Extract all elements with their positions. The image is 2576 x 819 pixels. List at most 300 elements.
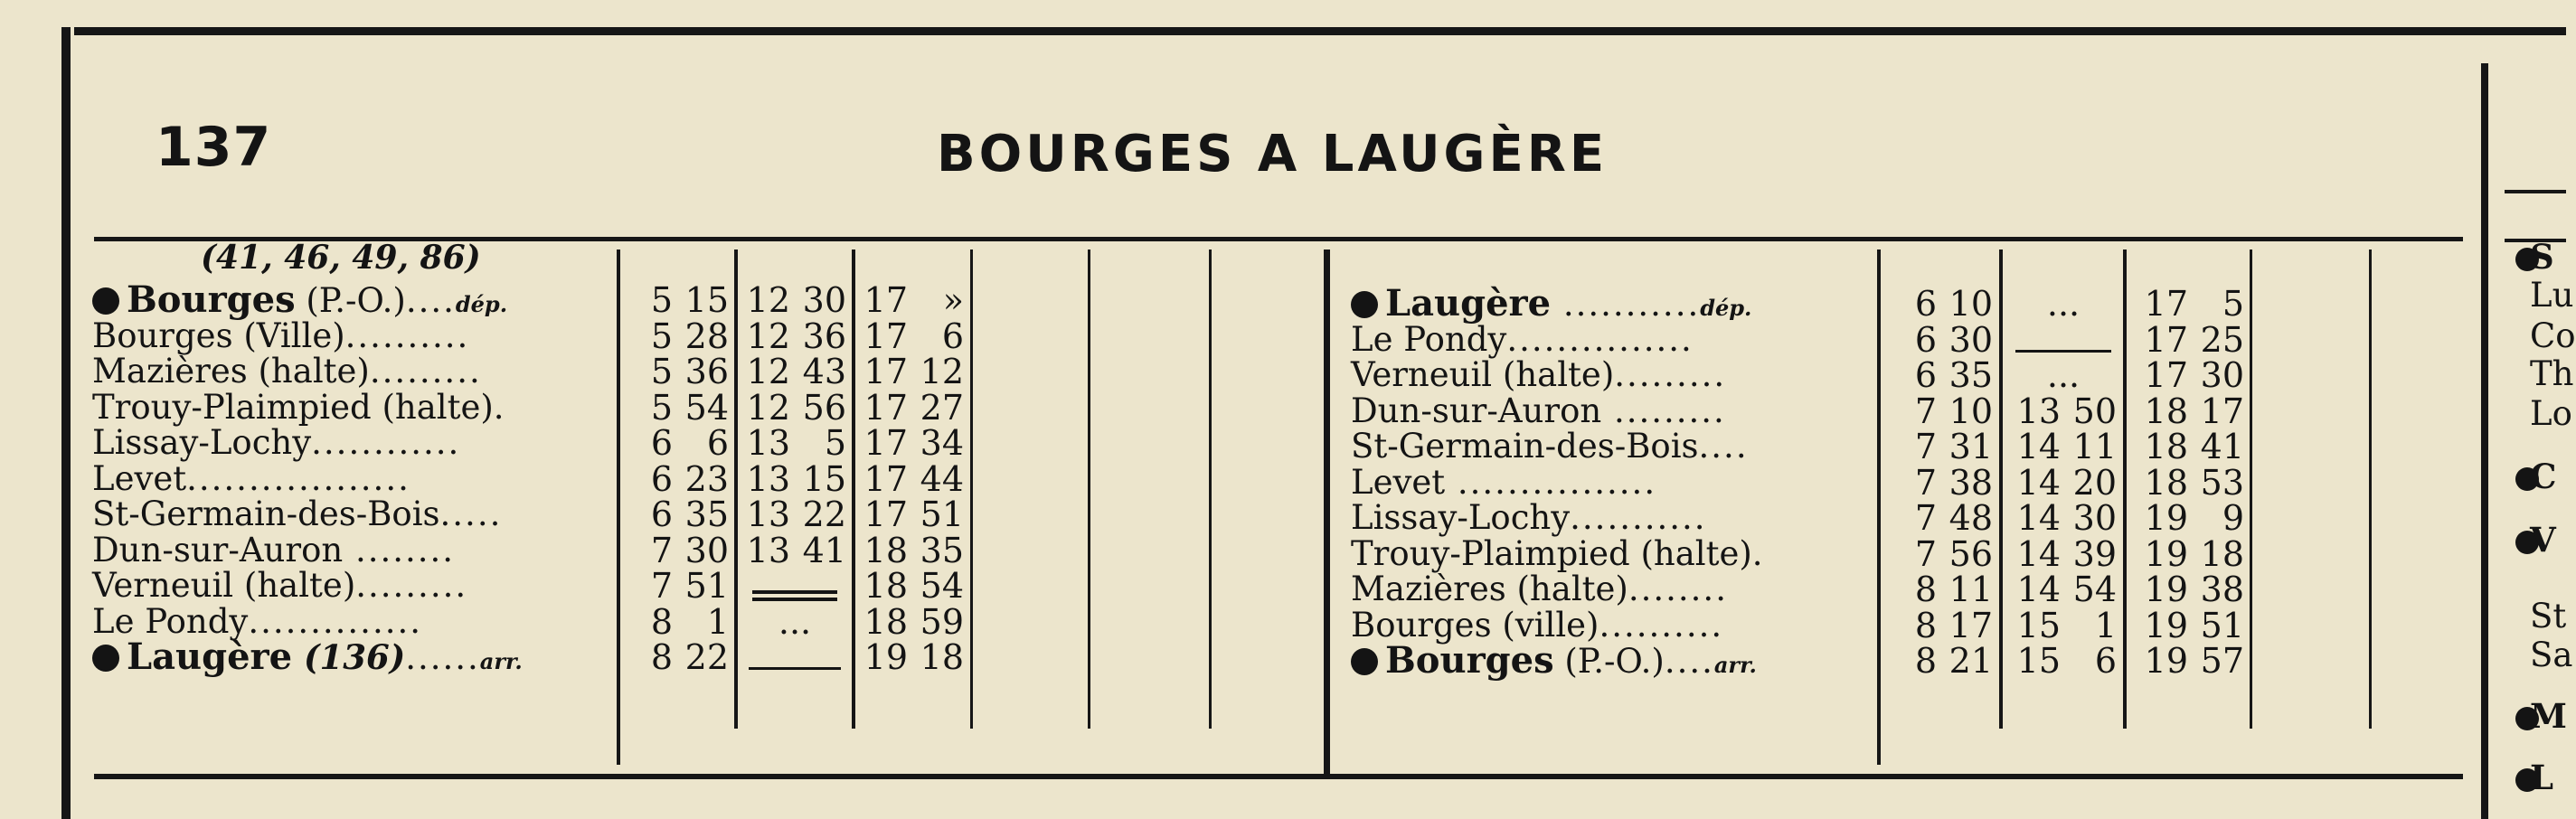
no-service-double-rule — [752, 590, 837, 601]
edge-text-fragment: Sa — [2530, 635, 2573, 674]
left-column-rule-3 — [852, 249, 855, 729]
station-name-part: ......... — [1614, 355, 1727, 394]
page-title: BOURGES A LAUGÈRE — [937, 125, 1609, 184]
edge-text-fragment: V — [2530, 520, 2556, 560]
left-time-cell — [857, 637, 967, 677]
left-time-cell — [624, 387, 732, 428]
hour: 14 — [2016, 533, 2061, 574]
left-time-cell — [857, 458, 967, 499]
minute: 48 — [1949, 498, 1993, 538]
hour: 17 — [863, 494, 908, 534]
minute: 17 — [1949, 605, 1993, 645]
left-station-row — [92, 635, 612, 678]
right-column-rule-2 — [1999, 249, 2003, 729]
right-time-cell — [2006, 429, 2120, 466]
right-station-row — [1351, 428, 1873, 465]
hour: 17 — [863, 315, 908, 356]
hour: 14 — [2016, 462, 2061, 503]
minute: 28 — [684, 315, 729, 356]
station-name-part: ..... — [439, 494, 503, 533]
minute: 5 — [2222, 284, 2244, 324]
right-time-cell — [1884, 533, 1996, 574]
left-time-cell — [624, 601, 732, 642]
right-time-cell — [1884, 429, 1996, 466]
right-time-cell — [1884, 319, 1996, 360]
left-time-cell — [624, 566, 732, 606]
hour: 7 — [650, 530, 673, 570]
station-name-part: Levet — [92, 458, 187, 498]
station-name-part: Bourges (ville) — [1351, 605, 1599, 645]
station-name-part: (P.-O.) — [1553, 642, 1665, 681]
minute: 21 — [1949, 641, 1993, 681]
station-name-part: .......... — [1599, 605, 1724, 645]
station-name-part: St-Germain-des-Bois — [92, 494, 440, 533]
hour: 19 — [2144, 533, 2188, 574]
right-column-rule-1 — [1877, 249, 1881, 765]
hour: 7 — [1914, 427, 1937, 466]
left-time-cell — [740, 569, 850, 605]
hour: 19 — [2144, 605, 2188, 645]
center-divider-rule — [1324, 249, 1330, 774]
station-name-part: (P.-O.) — [295, 281, 406, 320]
hour: 6 — [1914, 355, 1937, 395]
right-time-cell — [2130, 462, 2248, 503]
right-column-rule-5 — [2369, 249, 2372, 729]
right-time-cell — [2006, 641, 2120, 681]
hour: 17 — [863, 352, 908, 391]
minute: 11 — [2072, 427, 2117, 466]
station-name-part: arr. — [479, 648, 523, 674]
right-column-rule-3 — [2123, 249, 2127, 729]
hour: 19 — [863, 637, 908, 677]
hour: 14 — [2016, 498, 2061, 538]
station-name-part: ...... — [405, 638, 480, 677]
hour: 13 — [746, 458, 790, 499]
right-time-cell — [2130, 284, 2248, 324]
minute: 15 — [802, 458, 846, 499]
left-time-cell — [740, 530, 850, 570]
left-time-cell — [740, 458, 850, 499]
minute: 54 — [920, 566, 964, 606]
right-border-rule — [2481, 63, 2488, 819]
edge-text-fragment: Lo — [2530, 394, 2572, 433]
left-column-rule-6 — [1209, 249, 1212, 729]
minute: 35 — [1949, 355, 1993, 395]
hour: 17 — [863, 423, 908, 463]
station-name-part: .... — [1664, 642, 1714, 681]
hour: 17 — [2144, 284, 2188, 324]
minute: 54 — [2072, 570, 2117, 609]
edge-text-fragment: St — [2530, 597, 2567, 635]
footer-separator-rule — [94, 774, 2463, 779]
minute: 20 — [2072, 462, 2117, 503]
station-name-part: .......... — [344, 315, 470, 355]
right-time-cell — [2006, 605, 2120, 645]
right-time-cell — [2006, 533, 2120, 574]
left-train-column-1 — [624, 280, 732, 677]
minute: 51 — [684, 566, 729, 606]
minute: 39 — [2072, 533, 2117, 574]
minute: 6 — [2094, 641, 2117, 681]
right-time-cell — [2006, 572, 2120, 608]
right-station-row — [1351, 500, 1873, 536]
left-time-cell — [624, 280, 732, 320]
minute: 1 — [2094, 605, 2117, 645]
station-name-part: ............... — [1506, 319, 1694, 359]
right-time-cell — [2130, 355, 2248, 395]
left-station-row — [92, 568, 612, 604]
hour: 18 — [2144, 391, 2188, 431]
station-name-part: .... — [405, 281, 456, 320]
hour: 7 — [650, 566, 673, 606]
no-stop-ellipsis: ... — [2046, 355, 2081, 395]
minute: 30 — [802, 280, 846, 320]
right-time-cell — [1884, 355, 1996, 395]
left-station-row — [92, 601, 612, 641]
hour: 19 — [2144, 570, 2188, 609]
station-name-part: Verneuil (halte) — [1351, 355, 1615, 394]
left-station-row — [92, 532, 612, 569]
left-station-row — [92, 387, 612, 427]
minute: 30 — [684, 530, 729, 570]
right-time-cell — [2006, 498, 2120, 538]
right-station-row — [1351, 571, 1873, 607]
edge-text-fragment: C — [2530, 457, 2557, 496]
filled-circle-icon — [92, 287, 119, 315]
station-name-part: Mazières (halte) — [92, 352, 370, 391]
left-time-cell — [740, 494, 850, 534]
minute: 25 — [2200, 319, 2244, 360]
right-station-row — [1351, 607, 1873, 644]
left-time-cell — [857, 315, 967, 356]
hour: 17 — [863, 458, 908, 499]
minute: 6 — [941, 315, 964, 356]
minute: 41 — [2200, 427, 2244, 466]
station-name-part: .... — [1698, 427, 1749, 466]
station-name-part: St-Germain-des-Bois — [1351, 427, 1699, 466]
minute: 9 — [2222, 498, 2244, 538]
left-station-row — [92, 425, 612, 461]
hour: 5 — [650, 315, 673, 356]
right-time-cell — [2006, 284, 2120, 324]
right-station-row — [1351, 639, 1873, 682]
minute: 35 — [920, 530, 964, 570]
station-name-part: ............ — [311, 423, 461, 462]
station-name-part: (136) — [292, 637, 406, 677]
right-time-cell — [2130, 429, 2248, 466]
right-time-cell — [1884, 605, 1996, 645]
station-name-part: Le Pondy — [1351, 319, 1507, 359]
left-train-column-3 — [857, 280, 967, 677]
station-name-part: Trouy-Plaimpied (halte). — [92, 387, 505, 427]
left-station-row — [92, 278, 612, 321]
right-station-row — [1351, 462, 1873, 502]
minute: 56 — [802, 387, 846, 428]
left-time-cell — [740, 601, 850, 642]
right-train-column-2 — [2006, 284, 2120, 681]
hour: 8 — [650, 601, 673, 642]
hour: 8 — [650, 637, 673, 677]
right-time-cell — [2006, 355, 2120, 395]
hour: 8 — [1914, 641, 1937, 681]
station-name-part: Dun-sur-Auron — [92, 530, 344, 570]
right-station-row — [1351, 282, 1873, 325]
hour: 18 — [863, 566, 908, 606]
station-name-part: Levet — [1351, 462, 1446, 502]
right-time-cell — [2130, 641, 2248, 681]
hour: 19 — [2144, 498, 2188, 538]
hour: 6 — [650, 494, 673, 534]
left-time-cell — [857, 387, 967, 428]
left-time-cell — [857, 423, 967, 463]
hour: 6 — [1914, 284, 1937, 324]
minute: 10 — [1949, 391, 1993, 431]
right-time-cell — [1884, 572, 1996, 608]
filled-circle-icon — [1351, 648, 1378, 675]
minute: 54 — [684, 387, 729, 428]
station-name-part: Bourges — [127, 278, 296, 321]
hour: 6 — [650, 423, 673, 463]
left-station-list — [92, 278, 612, 678]
hour: 5 — [650, 280, 673, 320]
left-time-cell — [624, 637, 732, 677]
left-time-cell — [857, 601, 967, 642]
minute: 43 — [802, 352, 846, 391]
minute: 59 — [920, 601, 964, 642]
left-column-rule-1 — [617, 249, 620, 765]
hour: 13 — [746, 530, 790, 570]
station-name-part: Laugère — [1385, 282, 1552, 325]
hour: 13 — [2016, 391, 2061, 431]
minute: 10 — [1949, 284, 1993, 324]
minute: 51 — [2200, 605, 2244, 645]
station-name-part: Mazières (halte) — [1351, 570, 1628, 608]
right-time-cell — [1884, 462, 1996, 503]
hour: 17 — [2144, 355, 2188, 395]
left-time-cell — [740, 315, 850, 356]
right-column-rule-4 — [2250, 249, 2252, 729]
hour: 5 — [650, 387, 673, 428]
hour: 18 — [863, 601, 908, 642]
left-station-row — [92, 315, 612, 355]
minute: 56 — [1949, 533, 1993, 574]
minute: 18 — [2200, 533, 2244, 574]
hour: 15 — [2016, 641, 2061, 681]
minute: 57 — [2200, 641, 2244, 681]
hour: 18 — [2144, 427, 2188, 466]
minute: 34 — [920, 423, 964, 463]
hour: 8 — [1914, 605, 1937, 645]
station-name-part: dép. — [455, 291, 508, 317]
minute: 30 — [2072, 498, 2117, 538]
station-name-part: ......... — [369, 352, 482, 391]
hour: 17 — [863, 280, 908, 320]
minute: 18 — [920, 637, 964, 677]
station-name-part: ................ — [1445, 462, 1657, 502]
edge-text-fragment: Th — [2530, 354, 2574, 393]
left-time-cell — [624, 530, 732, 570]
hour: 18 — [863, 530, 908, 570]
right-time-cell — [2006, 323, 2120, 359]
hour: 14 — [2016, 570, 2061, 609]
edge-column-rule-top — [2505, 190, 2566, 193]
hour: 17 — [2144, 319, 2188, 360]
right-time-cell — [2130, 533, 2248, 574]
right-train-column-1 — [1884, 284, 1996, 681]
station-name-part: ........ — [343, 530, 456, 570]
left-time-cell — [857, 354, 967, 391]
left-time-cell — [624, 354, 732, 391]
left-time-cell — [740, 640, 850, 676]
right-time-cell — [2006, 391, 2120, 431]
hour: 6 — [1914, 319, 1937, 360]
connecting-routes-note: (41, 46, 49, 86) — [201, 239, 481, 277]
right-time-cell — [2130, 391, 2248, 431]
right-time-cell — [1884, 498, 1996, 538]
station-name-part: Bourges (Ville) — [92, 315, 345, 355]
right-time-cell — [1884, 391, 1996, 431]
filled-circle-icon — [1351, 291, 1378, 318]
station-name-part: Bourges — [1385, 639, 1554, 682]
left-time-cell — [740, 354, 850, 391]
minute: 38 — [2200, 570, 2244, 609]
minute: 53 — [2200, 462, 2244, 503]
hour: 13 — [746, 423, 790, 463]
right-station-row — [1351, 533, 1873, 573]
left-station-row — [92, 353, 612, 390]
minute: » — [942, 280, 964, 320]
minute: 11 — [1949, 570, 1993, 609]
edge-text-fragment: S — [2530, 237, 2554, 277]
no-stop-ellipsis: ... — [778, 601, 812, 642]
right-time-cell — [1884, 641, 1996, 681]
right-time-cell — [2130, 572, 2248, 608]
right-time-cell — [2130, 319, 2248, 360]
minute: 12 — [920, 352, 964, 391]
right-time-cell — [2130, 498, 2248, 538]
top-border-rule — [74, 27, 2566, 35]
minute: 30 — [2200, 355, 2244, 395]
hour: 6 — [650, 458, 673, 499]
minute: 5 — [824, 423, 846, 463]
left-train-column-2 — [740, 280, 850, 676]
station-name-part: arr. — [1713, 652, 1757, 678]
station-name-part: Lissay-Lochy — [1351, 498, 1571, 537]
left-time-cell — [624, 494, 732, 534]
hour: 12 — [746, 315, 790, 356]
hour: 15 — [2016, 605, 2061, 645]
page-number: 137 — [156, 116, 272, 179]
minute: 6 — [706, 423, 729, 463]
left-time-cell — [624, 423, 732, 463]
station-name-part: ......... — [1601, 391, 1726, 430]
right-station-list — [1351, 282, 1873, 682]
hour: 7 — [1914, 391, 1937, 431]
hour: 7 — [1914, 462, 1937, 503]
left-time-cell — [740, 280, 850, 320]
minute: 27 — [920, 387, 964, 428]
right-time-cell — [1884, 284, 1996, 324]
hour: 8 — [1914, 570, 1937, 609]
right-time-cell — [2006, 462, 2120, 503]
edge-text-fragment: Lu — [2530, 276, 2574, 315]
left-time-cell — [857, 566, 967, 606]
minute: 44 — [920, 458, 964, 499]
left-station-row — [92, 458, 612, 498]
right-station-row — [1351, 357, 1873, 393]
station-name-part: ......... — [355, 566, 468, 605]
right-station-row — [1351, 319, 1873, 359]
hour: 18 — [2144, 462, 2188, 503]
left-time-cell — [857, 494, 967, 534]
station-name-part: dép. — [1700, 295, 1752, 321]
left-time-cell — [624, 315, 732, 356]
minute: 50 — [2072, 391, 2117, 431]
station-name-part: Verneuil (halte) — [92, 566, 356, 605]
station-name-part: ........... — [1570, 498, 1707, 537]
left-column-rule-2 — [734, 249, 738, 729]
minute: 41 — [802, 530, 846, 570]
station-name-part: Lissay-Lochy — [92, 423, 312, 462]
edge-text-fragment: M — [2530, 696, 2567, 736]
station-name-part: ........... — [1551, 285, 1701, 324]
minute: 31 — [1949, 427, 1993, 466]
station-name-part: .............. — [248, 601, 422, 641]
right-station-row — [1351, 393, 1873, 429]
hour: 5 — [650, 352, 673, 391]
right-train-column-3 — [2130, 284, 2248, 681]
hour: 7 — [1914, 498, 1937, 538]
hour: 12 — [746, 280, 790, 320]
left-border-rule — [61, 27, 71, 819]
minute: 23 — [684, 458, 729, 499]
minute: 30 — [1949, 319, 1993, 360]
minute: 35 — [684, 494, 729, 534]
no-service-rule — [2015, 350, 2111, 353]
hour: 12 — [746, 352, 790, 391]
left-time-cell — [857, 530, 967, 570]
station-name-part: Trouy-Plaimpied (halte). — [1351, 533, 1763, 573]
left-time-cell — [857, 280, 967, 320]
minute: 38 — [1949, 462, 1993, 503]
left-time-cell — [740, 423, 850, 463]
minute: 51 — [920, 494, 964, 534]
filled-circle-icon — [92, 645, 119, 672]
edge-text-fragment: L — [2530, 758, 2554, 797]
hour: 17 — [863, 387, 908, 428]
left-time-cell — [740, 387, 850, 428]
station-name-part: Dun-sur-Auron — [1351, 391, 1602, 430]
hour: 7 — [1914, 533, 1937, 574]
hour: 14 — [2016, 427, 2061, 466]
station-name-part: Le Pondy — [92, 601, 249, 641]
minute: 22 — [684, 637, 729, 677]
edge-text-fragment: Co — [2530, 316, 2576, 355]
minute: 36 — [684, 352, 729, 391]
left-time-cell — [624, 458, 732, 499]
station-name-part: .................. — [186, 458, 410, 498]
hour: 13 — [746, 494, 790, 534]
minute: 15 — [684, 280, 729, 320]
minute: 22 — [802, 494, 846, 534]
no-service-rule — [749, 667, 841, 670]
hour: 12 — [746, 387, 790, 428]
minute: 36 — [802, 315, 846, 356]
station-name-part: Laugère — [127, 635, 293, 678]
left-column-rule-4 — [970, 249, 973, 729]
minute: 17 — [2200, 391, 2244, 431]
hour: 19 — [2144, 641, 2188, 681]
